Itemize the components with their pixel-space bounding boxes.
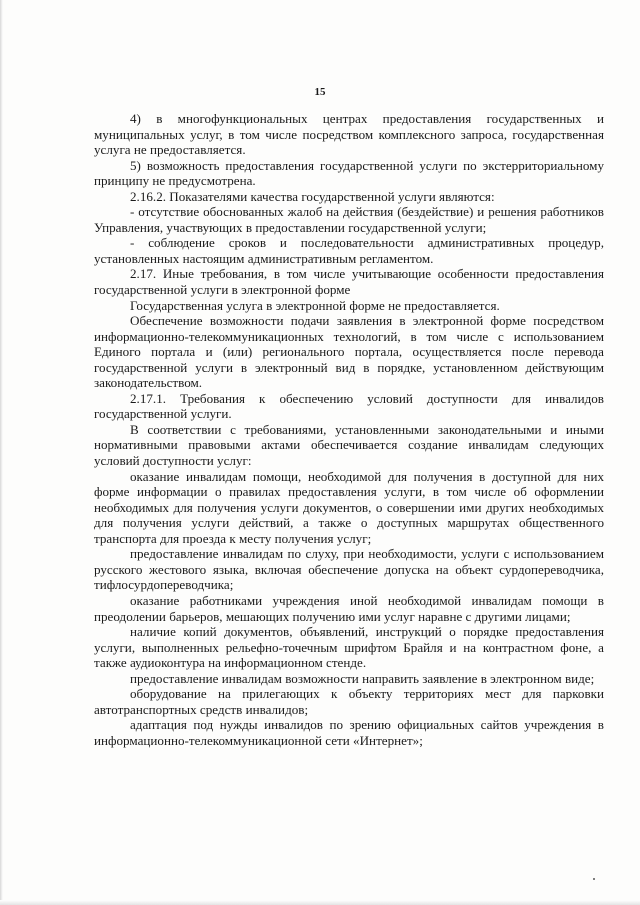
scan-speck xyxy=(593,878,595,880)
paragraph-electronic-application: предоставление инвалидам возможности направить заявление в электронном виде; xyxy=(130,670,595,686)
paragraph-no-complaints: - отсутствие обоснованных жалоб на действия (бездействие) и решения работников Управления, участвующих в предоставлении государственной услуги; xyxy=(94,204,604,235)
paragraph-mfc: 4) в многофункциональных центрах предоставления государственных и муниципальных услуг, в том числе посредством комплексного запроса, государственная услуга не предоставляется. xyxy=(94,111,604,158)
paragraph-extraterritorial: 5) возможность предоставления государственной услуги по экстерриториальному принципу не предусмотрена. xyxy=(94,157,604,189)
paragraph-parking: оборудование на прилегающих к объекту территориях мест для парковки автотранспортных средств инвалидов; xyxy=(94,686,604,717)
document-body xyxy=(94,111,604,748)
paragraph-accessibility-intro: В соответствии с требованиями, установленными законодательными и иными нормативными правовыми актами обеспечивается создание инвалидам следующих условий доступности услуг: xyxy=(94,421,604,469)
paragraph-website-adaptation: адаптация под нужды инвалидов по зрению официальных сайтов учреждения в информационно-телекоммуникационной сети «Интернет»; xyxy=(94,717,604,748)
scan-bottom-edge xyxy=(0,900,640,905)
section-heading-2-17-1: 2.17.1. Требования к обеспечению условий доступности для инвалидов государственной услуги. xyxy=(94,390,604,422)
paragraph-barriers: оказание работниками учреждения иной необходимой инвалидам помощи в преодолении барьеров, мешающих получению ими услуг наравне с другими лицами; xyxy=(94,592,604,624)
paragraph-sign-language: предоставление инвалидам по слуху, при необходимости, услуги с использованием русского жестового языка, включая обеспечение допуска на объект сурдопереводчика, тифлосурдопереводчика; xyxy=(94,546,604,593)
paragraph-braille: наличие копий документов, объявлений, инструкций о порядке предоставления услуги, выполненных рельефно-точечным шрифтом Брайля и на контрастном фоне, а также аудиоконтура на информационном стенде. xyxy=(94,624,604,671)
section-heading-2-17: 2.17. Иные требования, в том числе учитывающие особенности предоставления государственной услуги в электронной форме xyxy=(94,266,604,298)
paragraph-assistance: оказание инвалидам помощи, необходимой для получения в доступной для них форме информации о правилах предоставления услуги, в том числе об оформлении необходимых для получения услуги документов, о совершении ими других необходимых для получения услуги действий, а также о доступных маршрутах общественного транспорта для проезда к месту получения услуг; xyxy=(94,468,604,546)
paragraph-electronic-submission: Обеспечение возможности подачи заявления в электронной форме посредством информационно-телекоммуникационных технологий, в том числе с использованием Единого портала и (или) регионального портала, осуществляется после перевода государственной услуги в электронный вид в порядке, установленном действующим законодательством. xyxy=(94,313,604,391)
page-number: 15 xyxy=(314,86,326,98)
paragraph-deadlines: - соблюдение сроков и последовательности административных процедур, установленных настоящим административным регламентом. xyxy=(94,235,604,266)
paragraph-quality-indicators: 2.16.2. Показателями качества государственной услуги являются: xyxy=(130,188,495,204)
scan-edge-shadow xyxy=(0,0,3,905)
paragraph-no-electronic: Государственная услуга в электронной форме не предоставляется. xyxy=(130,297,500,313)
